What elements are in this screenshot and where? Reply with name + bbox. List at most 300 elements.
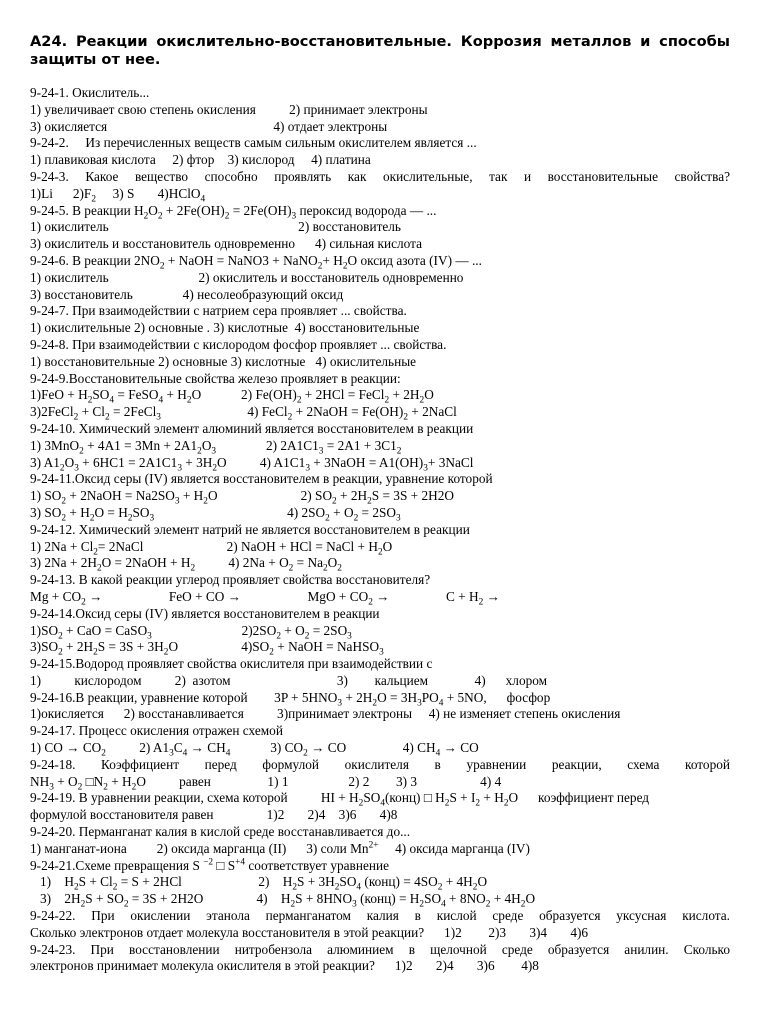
text-run: 3)SO (30, 639, 59, 655)
text-run: + 4H (490, 891, 521, 907)
subscript: 2 (342, 261, 348, 272)
text-run: S = 3S + 3H (97, 639, 164, 655)
text-run: SO (132, 504, 150, 520)
text-run: 9-24-9.Восстановительные свойства железо проявляет в реакции: (30, 370, 401, 386)
page-title: А24. Реакции окислительно-восстановительные. Коррозия металлов и способы защиты от нее. (30, 33, 730, 68)
subscript: 2 (334, 883, 340, 894)
subscript: 2 (79, 446, 84, 457)
subscript: 3 (147, 631, 152, 642)
text-line (30, 874, 730, 894)
text-run: → CH (187, 740, 226, 756)
subscript: 3 (423, 463, 428, 474)
text-line (30, 690, 730, 707)
text-run: 3)2FeCl (30, 404, 74, 420)
text-line (30, 572, 730, 589)
text-run: Mg + CO (30, 588, 82, 604)
subscript: 2 (101, 748, 106, 759)
text-run: = 2A1 + 3C1 (323, 437, 397, 453)
text-run: 1)FeO + H (30, 387, 88, 403)
subscript: 3 (169, 748, 174, 759)
text-run: 1)SO (30, 622, 59, 638)
text-line (30, 438, 730, 455)
text-line (30, 505, 730, 522)
text-run: 9-24-14.Оксид серы (IV) является восстановителем в реакции (30, 605, 380, 621)
text-run: 3) окисляется 4) отдает электроны (30, 118, 388, 134)
text-run: O (148, 202, 158, 218)
text-run: 9-24-23. При восстановлении нитробензола алюминием в щелочной среде образуется анилин. Сколько (30, 941, 730, 957)
text-run: + 5NO, фосфор (443, 689, 551, 705)
subscript: 2 (157, 211, 163, 222)
text-line (30, 354, 730, 371)
subscript: 2 (104, 412, 110, 423)
subscript: 2 (93, 547, 98, 558)
text-line (30, 471, 730, 488)
text-run: 9-24-10. Химический элемент алюминий является восстановителем в реакции (30, 420, 474, 436)
text-run: формулой восстановителя равен 1)2 2)4 3)6 4)8 (30, 807, 398, 823)
subscript: 4 (182, 748, 188, 759)
text-run: + 2H (336, 488, 368, 504)
text-run: 9-24-20. Перманганат калия в кислой среде восстанавливается до... (30, 824, 411, 840)
text-run: + H (163, 387, 187, 403)
text-run: □N (82, 773, 104, 789)
subscript: 2 (290, 899, 296, 910)
text-line (30, 656, 730, 673)
text-line (30, 135, 730, 152)
subscript: 2 (372, 698, 378, 709)
text-run: + O (329, 504, 354, 520)
subscript: 2 (159, 261, 165, 272)
subscript: 2 (131, 782, 137, 793)
text-run: + 3H (181, 454, 213, 470)
subscript: 2 (89, 513, 95, 524)
text-run: + CaO = CaSO (62, 622, 148, 638)
subscript: 2 (396, 446, 402, 457)
text-run: + O (280, 622, 305, 638)
text-run: 9-24-12. Химический элемент натрий не является восстановителем в реакции (30, 521, 470, 537)
text-run: 1)Li 2)F (30, 185, 92, 201)
subscript: 2 (143, 211, 149, 222)
text-line (30, 236, 730, 253)
text-run: 3) A1 (30, 454, 60, 470)
text-line (30, 790, 730, 810)
text-run: = FeSO (114, 387, 159, 403)
subscript: 2 (368, 597, 373, 608)
subscript: 2 (478, 597, 484, 608)
subscript: 2 (61, 496, 67, 507)
text-run: O 4)SO (168, 639, 270, 655)
text-line (30, 740, 730, 757)
subscript: 4 (438, 698, 444, 709)
subscript: 4 (380, 799, 385, 810)
text-run: 9-24-7. При взаимодействии с натрием сера проявляет ... свойства. (30, 303, 407, 319)
text-run: O (327, 555, 338, 571)
subscript: 3 (74, 463, 79, 474)
subscript: 2 (520, 899, 526, 910)
subscript: 2 (485, 899, 491, 910)
subscript: 2 (190, 563, 196, 574)
subscript: 2 (58, 647, 63, 658)
text-run: S + Cl (78, 874, 113, 890)
text-run: соответствует уравнение (245, 857, 389, 873)
text-run: 1) манганат-иона 2) оксида марганца (II) 3) соли Mn (30, 840, 369, 856)
text-line (30, 706, 730, 723)
text-run: 1) CO → CO (30, 740, 102, 756)
text-line (30, 757, 730, 774)
text-run: SO (339, 874, 357, 890)
text-run: O = 2NaOH + H (101, 555, 191, 571)
text-run: + H (480, 790, 504, 806)
text-run: O (525, 891, 536, 907)
text-line (30, 589, 730, 606)
text-line (30, 371, 730, 388)
text-run: 9-24-6. В реакции 2NO (30, 252, 160, 268)
subscript: 4 (435, 748, 441, 759)
text-run: + 2NaOH = Na2SO (66, 488, 175, 504)
text-run: SO (92, 387, 110, 403)
subscript: 3 (211, 446, 217, 457)
text-run: 9-24-2. Из перечисленных веществ самым сильным окислителем является ... (30, 135, 477, 151)
text-run: = 3S + 2H2O 4) H (128, 891, 291, 907)
text-line (30, 925, 730, 942)
text-line (30, 387, 730, 404)
subscript: 3 (174, 496, 180, 507)
text-run: пероксид водорода — ... (296, 202, 437, 218)
text-run: 9-24-11.Оксид серы (IV) является восстановителем в реакции, уравнение которой (30, 471, 493, 487)
text-run: 9-24-22. При окислении этанола перманганатом калия в кислой среде образуется уксусная кислота. (30, 908, 730, 924)
subscript: 2 (437, 883, 443, 894)
text-run: 3) окислитель и восстановитель одновременно 4) сильная кислота (30, 236, 422, 252)
subscript: 2 (269, 647, 274, 658)
subscript: 2 (472, 883, 478, 894)
text-line (30, 320, 730, 337)
text-run: (конц) = H (356, 891, 420, 907)
text-run: 3) 2H (30, 891, 81, 907)
subscript: 2 (288, 563, 294, 574)
text-line (30, 623, 730, 640)
subscript: 3 (396, 513, 401, 524)
text-run: O (424, 387, 434, 403)
text-run: 9-24-8. При взаимодействии с кислородом фосфор проявляет ... свойства. (30, 336, 447, 352)
text-run: + H (179, 488, 204, 504)
subscript: 2 (73, 883, 79, 894)
text-run: + H (107, 773, 132, 789)
subscript: 2 (296, 396, 302, 406)
text-run: = S + 2HCl 2) H (117, 874, 293, 890)
text-run: 9-24-5. В реакции H (30, 202, 144, 218)
subscript: 2 (58, 631, 63, 642)
subscript: 2 (384, 396, 390, 406)
text-run: NH (30, 773, 50, 789)
text-run: S + I (449, 790, 476, 806)
text-line (30, 337, 730, 354)
text-run: + 2NaCl (407, 404, 457, 420)
subscript: 3 (352, 899, 357, 910)
text-line (30, 488, 730, 505)
text-run: O 2) SO (207, 488, 333, 504)
subscript: 2 (332, 496, 337, 507)
text-line (30, 270, 730, 287)
text-line (30, 555, 730, 572)
text-run: O (201, 437, 212, 453)
subscript: 2 (317, 261, 323, 272)
superscript: 2+ (368, 840, 379, 851)
subscript: 3 (177, 463, 182, 474)
text-line (30, 958, 730, 975)
text-run: 1) окислительные 2) основные . 3) кислотные 4) восстановительные (30, 320, 420, 336)
text-run: 9-24-16.В реакции, уравнение которой 3P + 5HNO (30, 689, 338, 705)
subscript: 4 (225, 748, 231, 759)
subscript: 2 (197, 446, 202, 457)
text-line (30, 102, 730, 119)
text-run: O оксид азота (IV) — ... (347, 252, 482, 268)
text-run: + 4A1 = 3Mn + 2A1 (83, 437, 198, 453)
text-run: 1) SO (30, 488, 62, 504)
subscript: 2 (103, 782, 108, 793)
document-body (30, 85, 730, 975)
text-run: + Cl (78, 404, 105, 420)
text-run: O = 3H (377, 689, 418, 705)
text-line (30, 673, 730, 690)
text-line (30, 303, 730, 320)
text-run: + 3NaCl (427, 454, 474, 470)
text-run: + H (66, 504, 90, 520)
text-run: O (64, 454, 75, 470)
subscript: 2 (87, 396, 93, 406)
text-run: 9-24-19. В уравнении реакции, схема которой HI + H (30, 790, 359, 806)
subscript: 2 (91, 194, 96, 205)
text-line (30, 723, 730, 740)
subscript: 2 (212, 463, 218, 474)
text-run: 1) 3MnO (30, 437, 80, 453)
text-line (30, 253, 730, 270)
subscript: 3 (417, 698, 422, 709)
subscript: 2 (475, 799, 481, 810)
text-line (30, 203, 730, 220)
subscript: 2 (325, 513, 330, 524)
text-run: + 3NaOH = A1(OH) (309, 454, 424, 470)
subscript: 3 (305, 463, 310, 474)
text-run: 9-24-21.Схеме превращения S (30, 857, 204, 873)
text-run: S + 3H (296, 874, 335, 890)
text-run: + 8NO (445, 891, 486, 907)
text-run: = 2Fe(OH) (229, 202, 292, 218)
text-line (30, 119, 730, 136)
text-run: S + SO (85, 891, 124, 907)
text-run: + 2HCl = FeCl (301, 387, 385, 403)
subscript: 2 (81, 597, 86, 608)
text-run: SO (363, 790, 381, 806)
text-run: □ S (213, 857, 236, 873)
text-run: = 2NaCl 2) NaOH + HCl = NaCl + H (97, 538, 378, 554)
subscript: 2 (337, 563, 342, 574)
text-run: 4) оксида марганца (IV) (378, 840, 530, 856)
subscript: 2 (403, 412, 408, 423)
subscript: 3 (337, 698, 342, 709)
text-run: + H (322, 252, 343, 268)
text-run: электронов принимает молекула окислителя в этой реакции? 1)2 2)4 3)6 4)8 (30, 958, 539, 974)
text-run: 3) S 4)HClO (95, 185, 201, 201)
text-run: = 2SO (358, 504, 397, 520)
text-run: + NaOH = NaNO3 + NaNO (164, 252, 318, 268)
text-line (30, 841, 730, 858)
text-run: (конц) □ H (384, 790, 445, 806)
text-line (30, 539, 730, 556)
text-run: + O (53, 773, 78, 789)
text-line (30, 455, 730, 472)
text-run: (конц) = 4SO (361, 874, 438, 890)
subscript: 3 (379, 647, 384, 658)
subscript: 2 (112, 883, 118, 894)
text-line (30, 152, 730, 169)
text-line (30, 219, 730, 236)
text-run: 9-24-13. В какой реакции углерод проявляет свойства восстановителя? (30, 572, 431, 588)
text-run: 3) CO (230, 740, 304, 756)
text-run: + 2H (62, 639, 94, 655)
subscript: 2 (186, 396, 192, 406)
text-run: = 2SO (309, 622, 348, 638)
text-run: 2) 2A1C1 (216, 437, 319, 453)
text-run: S = 3S + 2H2O (371, 488, 455, 504)
superscript: +4 (235, 857, 246, 868)
text-run: C (173, 740, 183, 756)
text-run: 1) кислородом 2) азотом 3) кальцием 4) хлором (30, 672, 548, 688)
text-run: 4) 2SO (154, 504, 326, 520)
subscript: 2 (61, 513, 67, 524)
subscript: 3 (318, 446, 324, 457)
text-line (30, 522, 730, 539)
subscript: 2 (203, 496, 208, 507)
subscript: 3 (347, 631, 352, 642)
subscript: 4 (200, 194, 206, 205)
text-line (30, 404, 730, 421)
subscript: 2 (503, 799, 509, 810)
text-run: + 2H (342, 689, 373, 705)
text-run: 9-24-17. Процесс окисления отражен схемой (30, 723, 283, 739)
text-run: O 2) Fe(OH) (191, 387, 297, 403)
subscript: 4 (158, 396, 164, 406)
subscript: 3 (49, 782, 54, 793)
text-line (30, 421, 730, 438)
text-run: 9-24-18. Коэффициент перед формулой окислителя в уравнении реакции, схема которой (30, 756, 730, 772)
text-line (30, 942, 730, 959)
subscript: 2 (93, 647, 98, 658)
subscript: 2 (224, 211, 230, 222)
text-line (30, 774, 730, 791)
subscript: 2 (163, 647, 169, 658)
text-line (30, 287, 730, 304)
text-run: 1) восстановительные 2) основные 3) кислотные 4) окислительные (30, 353, 417, 369)
text-run: SO (424, 891, 442, 907)
text-line (30, 169, 730, 186)
subscript: 2 (303, 748, 308, 759)
subscript: 2 (77, 782, 83, 793)
text-run: O = H (94, 504, 128, 520)
text-run: → CO 4) CH (307, 740, 436, 756)
subscript: 2 (287, 412, 293, 423)
subscript: 2 (367, 496, 372, 507)
text-run: → FeO + CO → MgO + CO (85, 588, 369, 604)
text-run: 4) 2Na + O (195, 555, 289, 571)
text-run: 2)2SO (151, 622, 277, 638)
text-run: 1) плавиковая кислота 2) фтор 3) кислород 4) платина (30, 152, 371, 168)
text-run: 1) 2Na + Cl (30, 538, 94, 554)
text-run: 3) 2Na + 2H (30, 555, 97, 571)
subscript: 2 (123, 899, 129, 910)
subscript: 2 (59, 463, 65, 474)
text-run: + 6HC1 = 2A1C1 (78, 454, 178, 470)
text-line (30, 908, 730, 925)
text-run: O коэффициент перед (508, 790, 650, 806)
text-run: = Na (293, 555, 323, 571)
subscript: 3 (156, 412, 161, 423)
text-line (30, 891, 730, 908)
subscript: 2 (80, 899, 86, 910)
text-run: O (477, 874, 488, 890)
text-run: 3) SO (30, 504, 62, 520)
text-line (30, 639, 730, 656)
text-run: → C + H (372, 588, 479, 604)
subscript: 2 (127, 513, 133, 524)
text-run: + NaOH = NaHSO (273, 639, 380, 655)
text-run: = 2FeCl (109, 404, 157, 420)
text-run: 1)окисляется 2) восстанавливается 3)принимает электроны 4) не изменяет степень окисления (30, 706, 621, 722)
subscript: 2 (292, 883, 297, 894)
text-run: + 2Fe(OH) (162, 202, 225, 218)
text-run: O 4) A1C1 (217, 454, 306, 470)
text-run: + 2H (389, 387, 420, 403)
subscript: 4 (356, 883, 362, 894)
text-run: 4) FeCl (160, 404, 288, 420)
text-line (30, 824, 730, 841)
subscript: 2 (322, 563, 328, 574)
text-run: → CO (440, 740, 479, 756)
text-run: O (382, 538, 393, 554)
text-run: + 2NaOH = Fe(OH) (292, 404, 404, 420)
subscript: 2 (419, 396, 425, 406)
superscript: −2 (203, 857, 214, 868)
text-line (30, 186, 730, 203)
text-run: S + 8HNO (295, 891, 353, 907)
subscript: 3 (149, 513, 155, 524)
subscript: 2 (276, 631, 281, 642)
subscript: 2 (96, 563, 102, 574)
text-run: 1) H (30, 874, 74, 890)
subscript: 2 (304, 631, 310, 642)
subscript: 2 (377, 547, 383, 558)
subscript: 4 (109, 396, 115, 406)
text-run: O равен 1) 1 2) 2 3) 3 4) 4 (136, 773, 502, 789)
subscript: 2 (358, 799, 364, 810)
text-line (30, 807, 730, 824)
text-run: Сколько электронов отдает молекула восстановителя в этой реакции? 1)2 2)3 3)4 4)6 (30, 924, 589, 940)
text-run: 9-24-15.Водород проявляет свойства окислителя при взаимодействии с (30, 656, 433, 672)
text-run: PO (421, 689, 439, 705)
text-line (30, 85, 730, 102)
text-run: → (483, 588, 500, 604)
text-run: 9-24-3. Какое вещество способно проявлять как окислительные, так и восстановительные свойства? (30, 168, 730, 184)
text-run: 1) окислитель 2) окислитель и восстановитель одновременно (30, 269, 464, 285)
subscript: 2 (419, 899, 425, 910)
text-line (30, 858, 730, 875)
text-run: 9-24-1. Окислитель... (30, 85, 150, 100)
subscript: 2 (353, 513, 359, 524)
subscript: 2 (444, 799, 450, 810)
text-run: 2) A1 (105, 740, 170, 756)
text-run: 3) восстановитель 4) несолеобразующий оксид (30, 286, 344, 302)
subscript: 3 (291, 211, 297, 222)
subscript: 2 (73, 412, 79, 423)
text-line (30, 606, 730, 623)
